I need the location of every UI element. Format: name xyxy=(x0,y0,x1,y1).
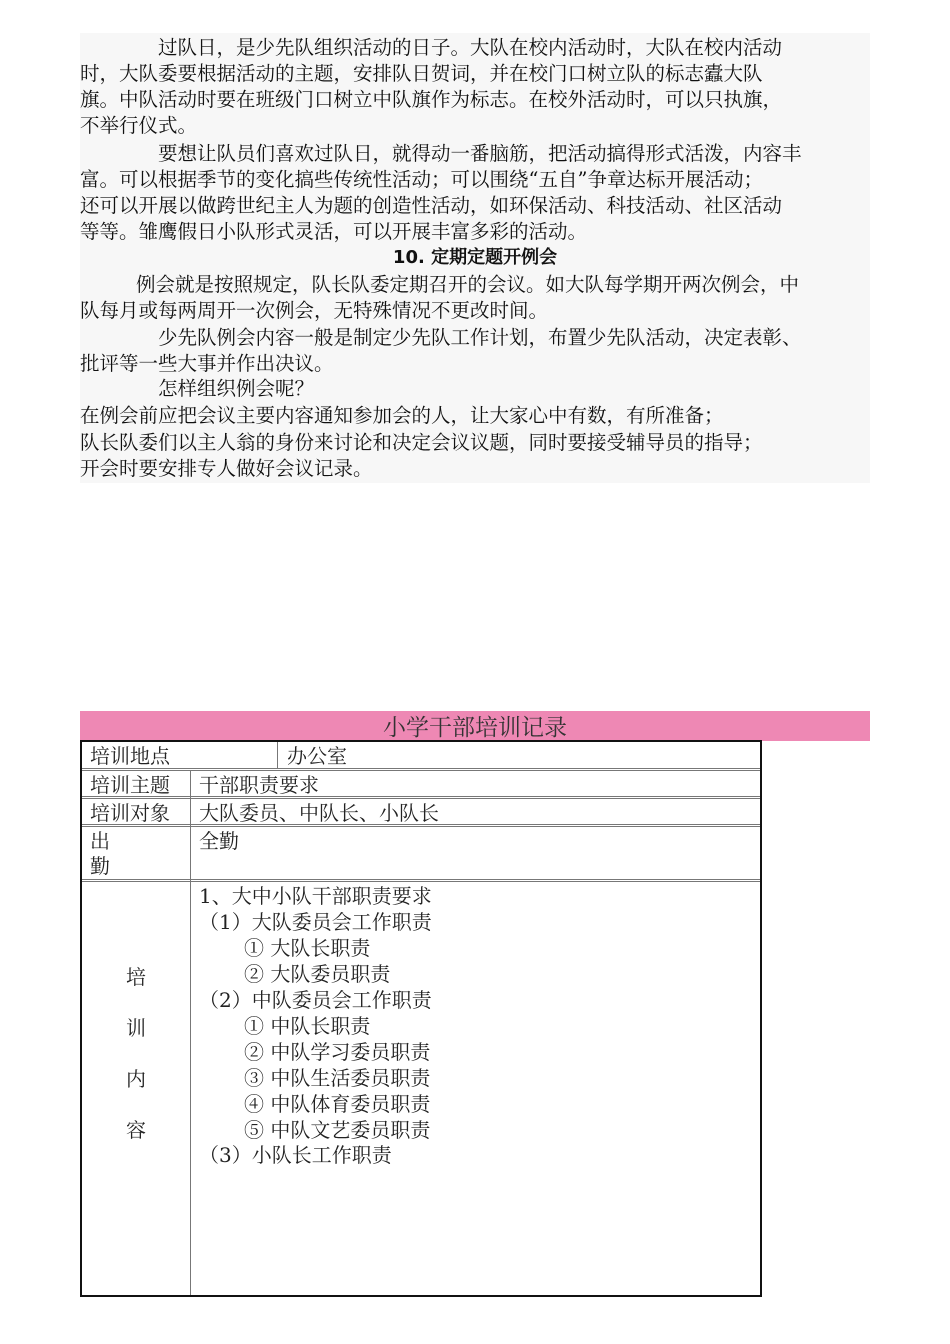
attendance-value: 全勤 xyxy=(199,829,239,853)
content-line: ② 大队委员职责 xyxy=(244,962,391,986)
column-divider xyxy=(190,770,191,1295)
content-line: （2）中队委员会工作职责 xyxy=(199,988,432,1012)
record-title: 小学干部培训记录 xyxy=(383,715,567,741)
content-line: （1）大队委员会工作职责 xyxy=(199,910,432,934)
target-value: 大队委员、中队长、小队长 xyxy=(199,801,439,825)
location-label: 培训地点 xyxy=(90,744,170,768)
section-heading: 10. 定期定题开例会 xyxy=(392,247,558,268)
topic-label: 培训主题 xyxy=(90,773,170,797)
content-label-char: 内 xyxy=(126,1067,146,1091)
content-line: ① 大队长职责 xyxy=(244,936,371,960)
content-label-char: 训 xyxy=(126,1016,146,1040)
attendance-label-char: 勤 xyxy=(90,854,110,878)
paragraph-line: 等等。雏鹰假日小队形式灵活，可以开展丰富多彩的活动。 xyxy=(80,220,588,243)
content-label-char: 容 xyxy=(126,1118,146,1142)
content-line: ④ 中队体育委员职责 xyxy=(244,1092,431,1116)
content-line: （3）小队长工作职责 xyxy=(199,1143,392,1167)
location-value: 办公室 xyxy=(287,744,347,768)
article-block xyxy=(80,33,870,483)
content-line: ③ 中队生活委员职责 xyxy=(244,1066,431,1090)
content-label-char: 培 xyxy=(126,965,146,989)
content-line: ⑤ 中队文艺委员职责 xyxy=(244,1118,431,1142)
paragraph-line: 富。可以根据季节的变化搞些传统性活动；可以围绕“五自”争章达标开展活动； xyxy=(80,168,763,191)
paragraph-line: 过队日，是少先队组织活动的日子。大队在校内活动时，大队在校内活动 xyxy=(158,36,783,59)
list-item: 队长队委们以主人翁的身份来讨论和决定会议议题，同时要接受辅导员的指导； xyxy=(80,431,763,454)
content-line: 1、大中小队干部职责要求 xyxy=(199,884,432,908)
list-item: 开会时要安排专人做好会议记录。 xyxy=(80,457,373,480)
row-divider xyxy=(82,796,760,797)
record-title-banner xyxy=(80,711,870,741)
training-record-table xyxy=(80,740,762,1297)
paragraph-line: 批评等一些大事并作出决议。 xyxy=(80,352,334,375)
paragraph-line: 旗。中队活动时要在班级门口树立中队旗作为标志。在校外活动时，可以只执旗， xyxy=(80,88,783,111)
row-divider xyxy=(82,881,760,882)
paragraph-line: 时，大队委要根据活动的主题，安排队日贺词，并在校门口树立队的标志蠹大队 xyxy=(80,62,763,85)
target-label: 培训对象 xyxy=(90,801,170,825)
paragraph-line: 还可以开展以做跨世纪主人为题的创造性活动，如环保活动、科技活动、社区活动 xyxy=(80,194,783,217)
list-item: 在例会前应把会议主要内容通知参加会的人，让大家心中有数，有所准备； xyxy=(80,404,724,427)
paragraph-line: 队每月或每两周开一次例会，无特殊情况不更改时间。 xyxy=(80,299,549,322)
paragraph-line: 怎样组织例会呢？ xyxy=(158,377,315,400)
row-divider xyxy=(82,826,760,827)
paragraph-line: 例会就是按照规定，队长队委定期召开的会议。如大队每学期开两次例会，中 xyxy=(136,273,800,296)
row-divider xyxy=(82,770,760,771)
topic-value: 干部职责要求 xyxy=(199,773,319,797)
row-divider xyxy=(82,798,760,799)
row-divider xyxy=(82,879,760,880)
content-line: ① 中队长职责 xyxy=(244,1014,371,1038)
paragraph-line: 要想让队员们喜欢过队日，就得动一番脑筋，把活动搞得形式活泼，内容丰 xyxy=(158,142,802,165)
column-divider xyxy=(277,742,278,768)
paragraph-line: 不举行仪式。 xyxy=(80,114,198,137)
attendance-label-char: 出 xyxy=(90,829,110,853)
row-divider xyxy=(82,768,760,769)
content-line: ② 中队学习委员职责 xyxy=(244,1040,431,1064)
paragraph-line: 少先队例会内容一般是制定少先队工作计划，布置少先队活动，决定表彰、 xyxy=(158,326,802,349)
